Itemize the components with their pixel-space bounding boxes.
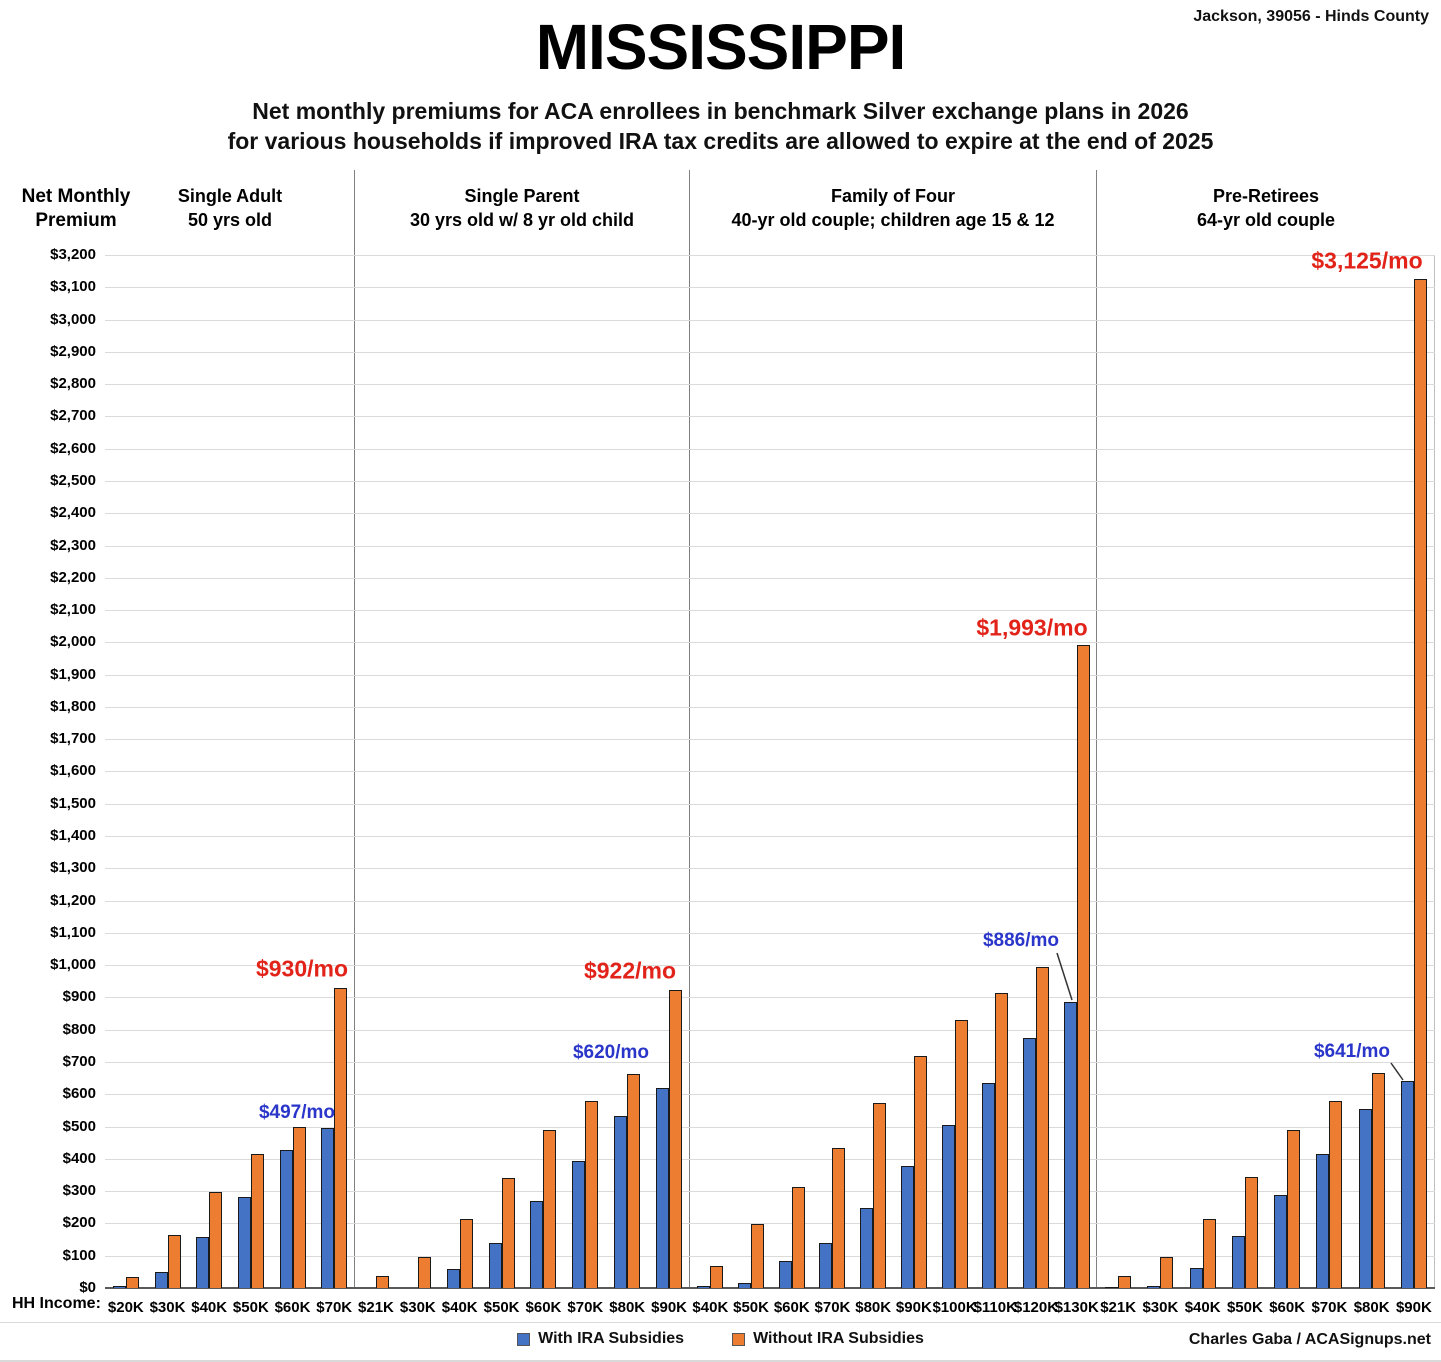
annotation-930: $930/mo: [255, 955, 349, 982]
bar-without: [585, 1101, 598, 1288]
legend-swatch-without-ira: [732, 1333, 745, 1346]
x-axis-income-label: $40K: [191, 1299, 228, 1316]
panel-1: [105, 255, 355, 1316]
bar-without: [126, 1277, 139, 1288]
bar-with: [1190, 1268, 1203, 1288]
x-axis-income-label: $70K: [814, 1299, 851, 1316]
x-axis-income-label: $80K: [855, 1299, 892, 1316]
panel-2: [355, 255, 690, 1316]
y-axis-tick-label: $2,000: [50, 633, 96, 650]
bar-without: [873, 1103, 886, 1288]
annotation-641: $641/mo: [1313, 1041, 1391, 1062]
y-axis-tick-label: $3,200: [50, 246, 96, 263]
bar-with: [1232, 1236, 1245, 1288]
legend-swatch-with-ira: [517, 1333, 530, 1346]
bar-with: [113, 1286, 126, 1288]
bar-without: [1160, 1257, 1173, 1288]
legend-label-without-ira: Without IRA Subsidies: [753, 1330, 924, 1347]
bar-with: [1147, 1286, 1160, 1288]
x-axis-income-label: $30K: [1142, 1299, 1179, 1316]
bar-group: [606, 255, 648, 1316]
x-axis-income-label: $110K: [973, 1299, 1017, 1316]
bar-without: [334, 988, 347, 1288]
y-axis-tick-label: $200: [62, 1214, 96, 1231]
bar-without: [995, 993, 1008, 1288]
bar-without: [1287, 1130, 1300, 1288]
bar-group: [188, 255, 230, 1316]
chart-subtitle-line1: Net monthly premiums for ACA enrollees in benchmark Silver exchange plans in 2026: [252, 98, 1189, 124]
bar-group: [1266, 255, 1308, 1316]
y-axis-tick-label: $800: [62, 1021, 96, 1038]
bar-without: [1077, 645, 1090, 1288]
y-axis-tick-label: $2,400: [50, 504, 96, 521]
annotation-3125: $3,125/mo: [1311, 247, 1423, 274]
bar-group: [1224, 255, 1266, 1316]
legend-separator-line: [0, 1322, 1441, 1323]
bar-with: [1064, 1002, 1077, 1288]
bar-with: [779, 1261, 792, 1288]
bar-without: [543, 1130, 556, 1288]
credit-label: Charles Gaba / ACASignups.net: [1188, 1331, 1431, 1348]
bar-group: [932, 255, 977, 1316]
bar-group: [313, 255, 355, 1316]
bar-without: [1036, 967, 1049, 1288]
bar-without: [1118, 1276, 1131, 1288]
y-axis-tick-label: $1,600: [50, 762, 96, 779]
bar-with: [942, 1125, 955, 1288]
y-axis-tick-labels: [0, 246, 96, 1296]
x-axis-income-label: $60K: [1269, 1299, 1306, 1316]
bar-with: [738, 1283, 751, 1288]
bar-without: [627, 1074, 640, 1288]
bar-with: [1316, 1154, 1329, 1288]
bar-without: [832, 1148, 845, 1288]
annotation-497: $497/mo: [258, 1102, 336, 1123]
bar-with: [321, 1128, 334, 1288]
bar-with: [1401, 1081, 1414, 1288]
y-axis-tick-label: $500: [62, 1118, 96, 1135]
y-axis-tick-label: $1,800: [50, 698, 96, 715]
bar-without: [1245, 1177, 1258, 1288]
annotation-922: $922/mo: [583, 957, 677, 984]
bar-group: [439, 255, 481, 1316]
panel-2-title: Single Parent: [464, 186, 580, 206]
x-axis-income-label: $60K: [773, 1299, 810, 1316]
x-axis-income-label: $60K: [525, 1299, 562, 1316]
bar-without: [1329, 1101, 1342, 1288]
x-axis-income-label: $130K: [1054, 1299, 1099, 1316]
y-axis-tick-label: $700: [62, 1053, 96, 1070]
bar-without: [1372, 1073, 1385, 1288]
bar-group: [523, 255, 565, 1316]
panel-header-pre-retirees: [1197, 184, 1335, 232]
panel-4: [1097, 255, 1435, 1316]
bar-with: [196, 1237, 209, 1288]
hh-income-label: HH Income:: [12, 1295, 101, 1312]
bar-group: [731, 255, 772, 1316]
bar-without: [251, 1154, 264, 1288]
bar-group: [894, 255, 935, 1316]
bar-without: [418, 1257, 431, 1288]
bar-without: [751, 1224, 764, 1288]
x-axis-income-label: $50K: [483, 1299, 520, 1316]
bar-with: [860, 1208, 873, 1288]
panel-header-single-parent: [410, 184, 634, 232]
legend-item-without-ira: [732, 1330, 924, 1348]
bar-group: [1393, 255, 1435, 1316]
bar-group: [105, 255, 147, 1316]
bar-without: [376, 1276, 389, 1288]
y-axis-title-line2: Premium: [35, 210, 117, 231]
x-axis-income-label: $80K: [1353, 1299, 1390, 1316]
x-axis-income-label: $40K: [1184, 1299, 1221, 1316]
y-axis-tick-label: $2,600: [50, 440, 96, 457]
x-axis-income-label: $30K: [149, 1299, 186, 1316]
x-axis-income-label: $30K: [399, 1299, 436, 1316]
panel-3-title: Family of Four: [830, 186, 956, 206]
y-axis-tick-label: $1,900: [50, 666, 96, 683]
bar-group: [230, 255, 272, 1316]
panel-2-subtitle: 30 yrs old w/ 8 yr old child: [409, 210, 635, 230]
x-axis-income-label: $120K: [1013, 1299, 1059, 1316]
bar-without: [710, 1266, 723, 1288]
bar-group: [272, 255, 314, 1316]
y-axis-tick-label: $0: [79, 1279, 96, 1296]
bar-with: [614, 1116, 627, 1288]
x-axis-income-label: $70K: [316, 1299, 353, 1316]
y-axis-tick-label: $400: [62, 1150, 96, 1167]
panel-header-single-adult: [178, 184, 282, 232]
bar-with: [489, 1243, 502, 1288]
legend-label-with-ira: With IRA Subsidies: [538, 1330, 685, 1347]
bar-with: [901, 1166, 914, 1288]
x-axis-income-label: $90K: [895, 1299, 932, 1316]
y-axis-tick-label: $1,200: [50, 892, 96, 909]
bar-group: [973, 255, 1017, 1316]
panel-3: [690, 255, 1099, 1316]
bar-without: [293, 1127, 306, 1288]
y-axis-title: [12, 185, 140, 233]
bar-with: [656, 1088, 669, 1288]
bar-with: [819, 1243, 832, 1288]
bar-group: [1308, 255, 1350, 1316]
annotation-886: $886/mo: [982, 930, 1060, 951]
bar-group: [481, 255, 523, 1316]
y-axis-tick-label: $1,300: [50, 859, 96, 876]
y-axis-tick-label: $2,300: [50, 537, 96, 554]
bar-group: [812, 255, 853, 1316]
bar-without: [168, 1235, 181, 1288]
x-axis-income-label: $40K: [692, 1299, 729, 1316]
bar-group: [771, 255, 812, 1316]
x-axis-income-label: $50K: [232, 1299, 269, 1316]
bar-group: [1054, 255, 1099, 1316]
y-axis-tick-label: $1,700: [50, 730, 96, 747]
bar-without: [955, 1020, 968, 1288]
bar-with: [1105, 1287, 1118, 1288]
x-axis-income-label: $50K: [1226, 1299, 1263, 1316]
bar-without: [209, 1192, 222, 1288]
annotation-1993: $1,993/mo: [976, 614, 1088, 641]
plot-area: [105, 255, 1435, 1316]
bar-group: [355, 255, 397, 1316]
bar-without: [1203, 1219, 1216, 1288]
chart-subtitle-line2: for various households if improved IRA tax credits are allowed to expire at the end of 2025: [227, 128, 1214, 154]
y-axis-tick-label: $3,000: [50, 311, 96, 328]
y-axis-tick-label: $1,400: [50, 827, 96, 844]
y-axis-tick-label: $100: [62, 1247, 96, 1264]
bar-with: [1274, 1195, 1287, 1288]
annotation-620: $620/mo: [572, 1042, 650, 1063]
bar-with: [697, 1286, 710, 1288]
y-axis-tick-label: $600: [62, 1085, 96, 1102]
x-axis-income-label: $70K: [567, 1299, 604, 1316]
panel-4-subtitle: 64-yr old couple: [1196, 210, 1336, 230]
y-axis-tick-label: $2,500: [50, 472, 96, 489]
bar-group: [853, 255, 894, 1316]
y-axis-tick-label: $300: [62, 1182, 96, 1199]
y-axis-tick-label: $1,500: [50, 795, 96, 812]
bar-with: [447, 1269, 460, 1288]
bar-group: [147, 255, 189, 1316]
y-axis-tick-label: $2,100: [50, 601, 96, 618]
y-axis-tick-label: $3,100: [50, 278, 96, 295]
x-axis-income-label: $21K: [1100, 1299, 1137, 1316]
bar-group: [690, 255, 731, 1316]
bar-with: [572, 1161, 585, 1288]
x-axis-income-label: $90K: [651, 1299, 687, 1316]
bar-with: [1359, 1109, 1372, 1288]
bar-group: [1351, 255, 1393, 1316]
panel-1-title: Single Adult: [177, 186, 283, 206]
y-axis-tick-label: $1,000: [50, 956, 96, 973]
x-axis-income-label: $90K: [1395, 1299, 1432, 1316]
y-axis-tick-label: $2,200: [50, 569, 96, 586]
x-axis-income-label: $40K: [441, 1299, 478, 1316]
y-axis-tick-label: $2,800: [50, 375, 96, 392]
bar-without: [1414, 279, 1427, 1288]
bar-without: [792, 1187, 805, 1288]
chart-title: MISSISSIPPI: [535, 11, 906, 83]
bar-without: [460, 1219, 473, 1288]
x-axis-income-label: $80K: [609, 1299, 646, 1316]
legend-item-with-ira: [517, 1330, 684, 1348]
x-axis-income-label: $100K: [932, 1299, 977, 1316]
bar-group: [397, 255, 439, 1316]
bar-group: [1013, 255, 1059, 1316]
y-axis-tick-label: $2,900: [50, 343, 96, 360]
panel-header-family-of-four: [731, 184, 1054, 232]
bar-group: [1097, 255, 1139, 1316]
x-axis-income-label: $60K: [274, 1299, 311, 1316]
bar-with: [1023, 1038, 1036, 1288]
x-axis-income-label: $21K: [358, 1299, 394, 1316]
bar-group: [1139, 255, 1181, 1316]
bar-with: [238, 1197, 251, 1288]
bar-group: [1182, 255, 1224, 1316]
y-axis-tick-label: $2,700: [50, 407, 96, 424]
bar-without: [914, 1056, 927, 1288]
panel-3-subtitle: 40-yr old couple; children age 15 & 12: [731, 210, 1055, 230]
panel-1-subtitle: 50 yrs old: [187, 210, 273, 230]
bar-with: [280, 1150, 293, 1288]
location-label: Jackson, 39056 - Hinds County: [1193, 8, 1429, 25]
x-axis-income-label: $20K: [107, 1299, 144, 1316]
bar-with: [982, 1083, 995, 1288]
bar-without: [669, 990, 682, 1288]
bar-without: [502, 1178, 515, 1288]
bar-group: [564, 255, 606, 1316]
panel-4-title: Pre-Retirees: [1212, 186, 1320, 206]
x-axis-income-label: $50K: [733, 1299, 769, 1316]
x-axis-income-label: $70K: [1311, 1299, 1348, 1316]
bar-group: [648, 255, 690, 1316]
y-axis-tick-label: $1,100: [50, 924, 96, 941]
y-axis-tick-label: $900: [62, 988, 96, 1005]
bar-with: [530, 1201, 543, 1288]
y-axis-title-line1: Net Monthly: [21, 186, 131, 207]
bar-with: [155, 1272, 168, 1288]
